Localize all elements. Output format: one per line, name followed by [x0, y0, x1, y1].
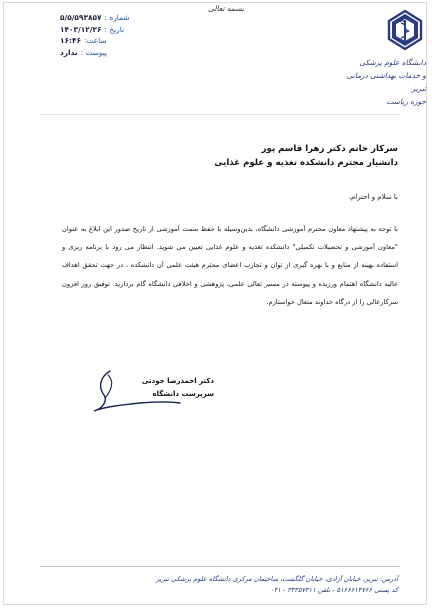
- footer-address: آدرس: تبریز، خیابان آزادی، خیابان گلگشت، ساختمان مرکزی دانشگاه علوم پزشکی تبریز: [155, 575, 398, 583]
- meta-date-value: ۱۴۰۳/۱۲/۲۶: [60, 24, 102, 34]
- letter-body: با توجه به پیشنهاد معاون محترم آموزشی دانشگاه، بدین‌وسیله با حفظ سمت آموزشی از تاریخ صدور این ابلاغ به عنوان "معاون آموزشی و تحصیلات تکمیلی" دانشکده تغذیه و علوم غذایی تعیین می شوید. انتظار می رود با برنامه ریزی و استفاده بهینه از منابع و با بهره گیری از توان و تجارب اعضای محترم هیئت علمی آن دانشکده ، در جهت تحقق اهداف عالیه دانشگاه اهتمام ورزیده و پیوسته در مسیر تعالی علمی، پژوهشی و اخلاقی دانشگاه گام بردارید. توفیق روز افزون سرکارعالی را از درگاه خداوند متعال خواستارم.: [62, 225, 398, 306]
- signatory-title: سرپرست دانشگاه: [152, 389, 214, 398]
- meta-attachment-value: ندارد: [60, 47, 78, 57]
- organization-line-3: حوزه ریاست: [386, 97, 426, 106]
- footer-divider: [40, 566, 400, 567]
- meta-number-row: [60, 12, 172, 24]
- signatory-name: دکتر احمدرضا جودتی: [141, 377, 214, 385]
- organization-name: [330, 56, 426, 108]
- meta-time-label: ساعت:: [84, 36, 107, 45]
- header-divider: [40, 114, 400, 115]
- recipient-title: دانشیار محترم دانشکده تغذیه و علوم غذایی: [214, 158, 398, 168]
- meta-date-label: تاریخ :: [104, 24, 125, 34]
- meta-attachment-label: پیوست :: [80, 47, 108, 57]
- basmala: بسمه تعالی: [208, 4, 245, 13]
- footer: [100, 574, 398, 596]
- letter-meta: [60, 12, 172, 58]
- meta-number-value: ۵/۵/۵۹۳۸۵۷: [60, 13, 102, 22]
- greeting: با سلام و احترام،: [348, 193, 398, 201]
- meta-time-value: ۱۶:۴۶: [60, 36, 81, 45]
- organization-line-1: دانشگاه علوم پزشکی: [359, 58, 426, 67]
- signature-block: [112, 375, 214, 400]
- meta-attachment-row: [60, 47, 172, 59]
- footer-contact: کد پستی ۵۱۶۶۶۱۴۷۶۶ - تلفن ۳۳۳۵۷۳۱۱ - ۰۴۱: [270, 586, 398, 594]
- university-logo-icon: [383, 8, 427, 60]
- recipient-block: [160, 142, 398, 170]
- recipient-name: سرکار خانم دکتر زهرا قاسم پور: [261, 144, 398, 154]
- meta-number-label: شماره :: [104, 13, 130, 22]
- meta-date-row: [60, 24, 172, 36]
- organization-line-2: و خدمات بهداشتی درمانی تبریز: [346, 71, 426, 93]
- meta-time-row: [60, 35, 172, 47]
